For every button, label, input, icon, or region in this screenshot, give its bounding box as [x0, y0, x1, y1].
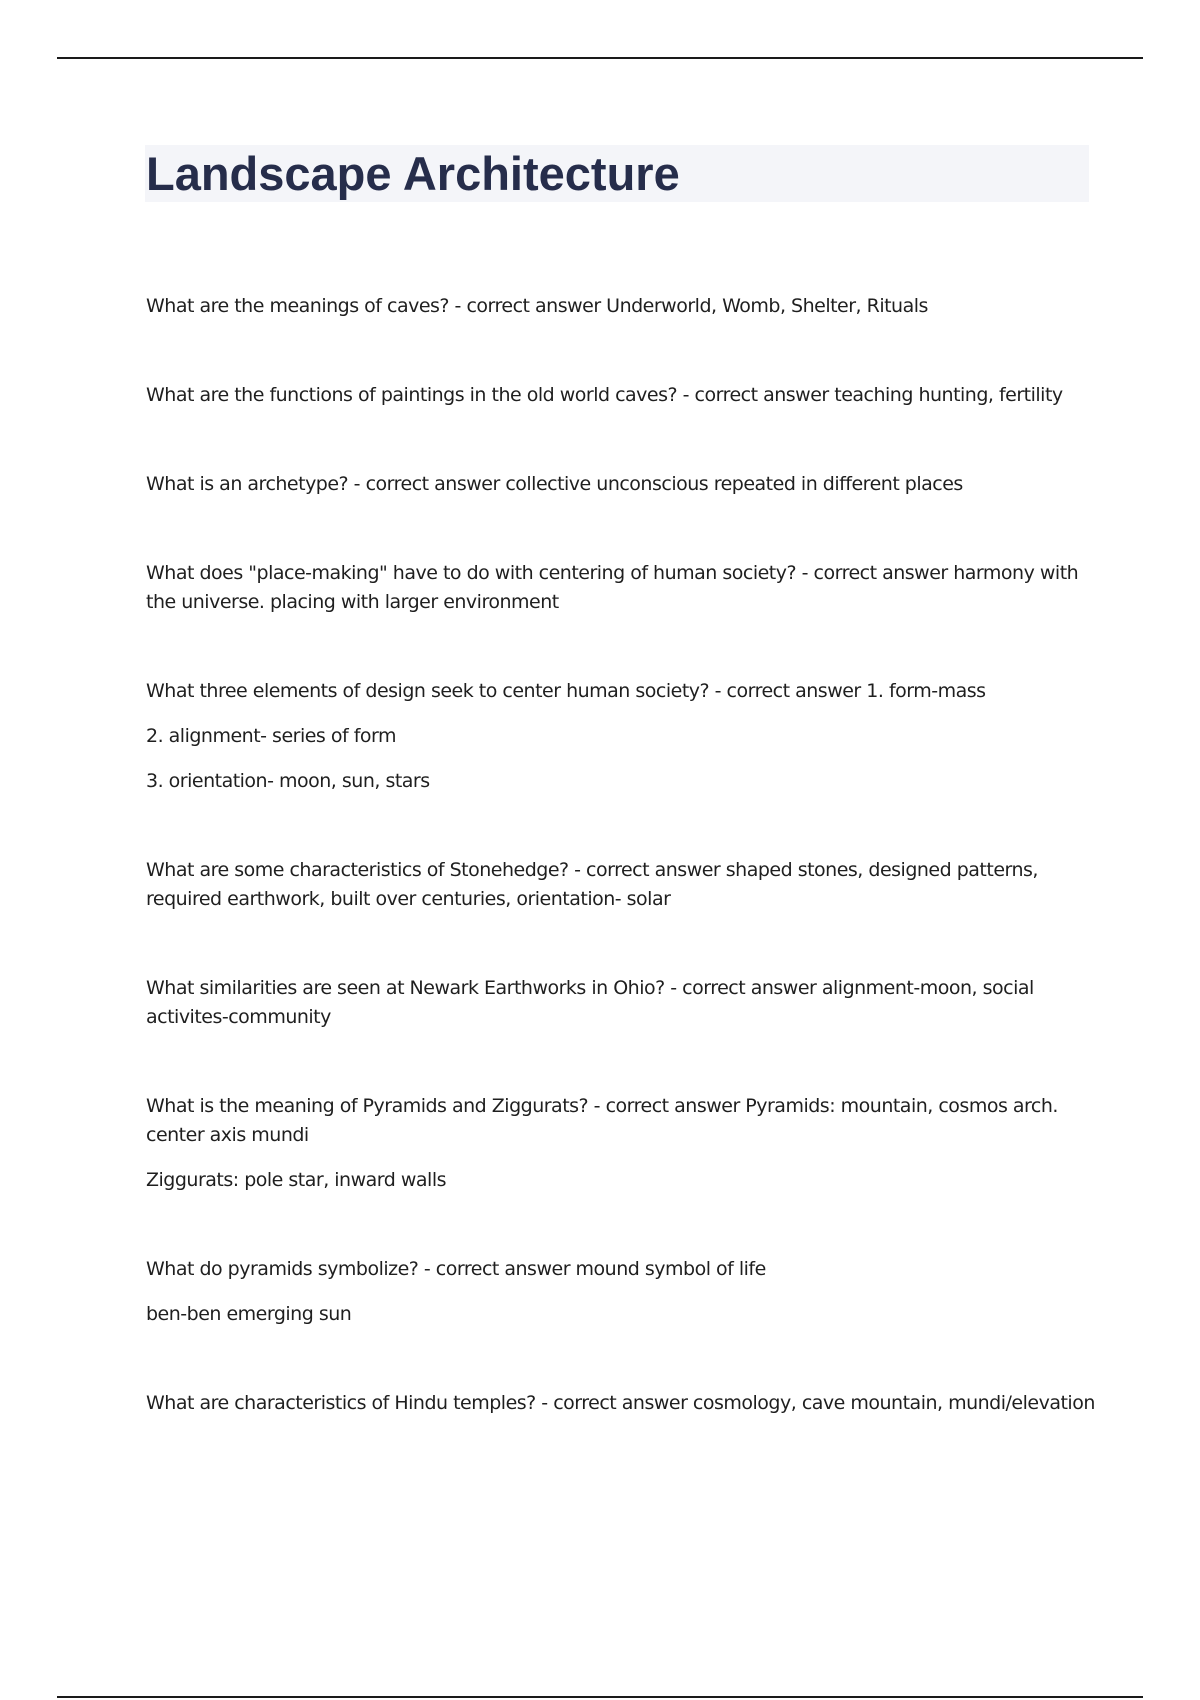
qa-entry-7	[146, 974, 1096, 1032]
qa-entry-3	[146, 470, 1096, 499]
qa-text: What does "place-making" have to do with centering of human society? - correct answer harmony with the universe. placing with larger environment	[146, 562, 1079, 613]
qa-text: What are the functions of paintings in the old world caves? - correct answer teaching hunting, fertility	[146, 384, 1063, 406]
qa-entry-2	[146, 381, 1096, 410]
qa-text: What are some characteristics of Stonehedge? - correct answer shaped stones, designed patterns, required earthwork, built over centuries, orientation- solar	[146, 859, 1038, 910]
top-rule	[57, 57, 1143, 59]
qa-entry-9	[146, 1255, 1096, 1329]
qa-text: What are characteristics of Hindu temples? - correct answer cosmology, cave mountain, mundi/elevation	[146, 1392, 1095, 1414]
qa-text: 2. alignment- series of form	[146, 725, 397, 747]
qa-entry-8	[146, 1092, 1096, 1195]
qa-text: What similarities are seen at Newark Earthworks in Ohio? - correct answer alignment-moon, social activites-community	[146, 977, 1034, 1028]
qa-entry-5	[146, 677, 1096, 796]
qa-text: 3. orientation- moon, sun, stars	[146, 770, 430, 792]
qa-entry-4	[146, 559, 1096, 617]
qa-entry-10	[146, 1389, 1096, 1418]
qa-entry-6	[146, 856, 1096, 914]
qa-text: What is the meaning of Pyramids and Ziggurats? - correct answer Pyramids: mountain, cosmos arch. center axis mundi	[146, 1095, 1058, 1146]
bottom-rule	[57, 1696, 1143, 1698]
qa-text: ben-ben emerging sun	[146, 1303, 352, 1325]
qa-text: What do pyramids symbolize? - correct answer mound symbol of life	[146, 1258, 766, 1280]
qa-entry-1	[146, 292, 1096, 321]
document-title: Landscape Architecture	[146, 147, 680, 200]
qa-text: What three elements of design seek to center human society? - correct answer 1. form-mass	[146, 680, 986, 702]
qa-text: Ziggurats: pole star, inward walls	[146, 1169, 446, 1191]
qa-list	[146, 292, 1096, 1478]
qa-text: What are the meanings of caves? - correct answer Underworld, Womb, Shelter, Rituals	[146, 295, 928, 317]
qa-text: What is an archetype? - correct answer collective unconscious repeated in different places	[146, 473, 963, 495]
